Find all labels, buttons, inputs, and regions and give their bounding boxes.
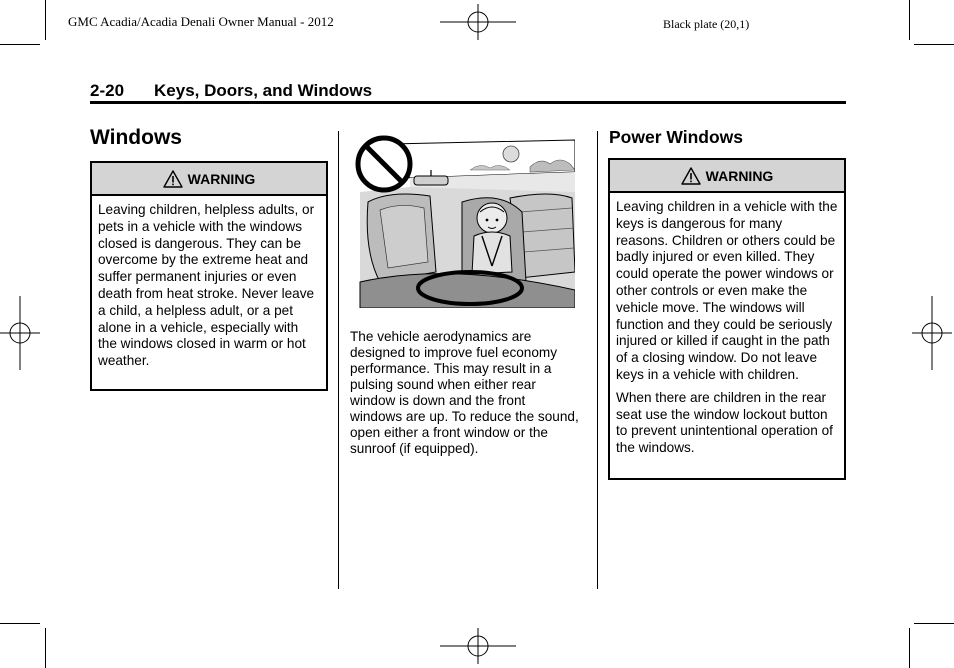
section-header: [90, 81, 372, 101]
warning-header: [92, 163, 326, 196]
child-alone-in-car-prohibited-illustration: [350, 132, 575, 308]
column-divider: [338, 131, 339, 589]
crop-mark: [45, 628, 46, 668]
warning-triangle-icon: [163, 170, 183, 188]
manual-title: GMC Acadia/Acadia Denali Owner Manual - 2012: [68, 14, 334, 29]
crop-mark: [45, 0, 46, 40]
plate-label: Black plate (20,1): [663, 17, 750, 31]
windows-heading: Windows: [90, 126, 182, 149]
warning-triangle-icon: [681, 167, 701, 185]
crop-mark: [909, 0, 910, 40]
crop-mark: [909, 628, 910, 668]
section-title: Keys, Doors, and Windows: [154, 81, 373, 100]
crop-mark: [914, 44, 954, 45]
warning-label: WARNING: [705, 167, 774, 184]
aerodynamics-paragraph: The vehicle aerodynamics are designed to improve fuel economy performance. This may result in a pulsing sound when either rear window is down and the front windows are up. To reduce the sound, open either a front window or the sunroof (if equipped).: [350, 329, 579, 456]
windows-warning-box: [90, 161, 328, 391]
warning-paragraph: When there are children in the rear seat use the window lockout button to prevent unintentional operation of the windows.: [616, 389, 833, 456]
header-rule: [90, 101, 846, 104]
power-windows-heading: Power Windows: [609, 127, 744, 147]
crop-mark: [0, 623, 40, 624]
page-number: 2-20: [90, 81, 125, 100]
warning-text: Leaving children, helpless adults, or pets in a vehicle with the windows closed is dangerous. They can be overcome by the extreme heat and suffer permanent injuries or even death from heat stroke. Never leave a child, a helpless adult, or a pet alone in a vehicle, especially with the windows closed in warm or hot weather.: [98, 202, 315, 369]
warning-label: WARNING: [187, 170, 256, 187]
warning-paragraph: Leaving children in a vehicle with the keys is dangerous for many reasons. Children or others could be badly injured or even killed. They could operate the power windows or other controls or even make the vehicle move. The windows will function and they could be seriously injured or killed if caught in the path of a closing window. Do not leave keys in a vehicle with children.: [616, 199, 838, 382]
crop-mark: [0, 44, 40, 45]
registration-mark-icon: [0, 296, 40, 370]
column-divider: [597, 131, 598, 589]
crop-mark: [914, 623, 954, 624]
registration-mark-icon: [440, 628, 516, 664]
registration-mark-icon: [440, 4, 516, 40]
prohibition-sign-icon: [358, 138, 410, 190]
registration-mark-icon: [912, 296, 952, 370]
warning-header: [610, 160, 844, 193]
power-windows-warning-box: [608, 158, 846, 480]
